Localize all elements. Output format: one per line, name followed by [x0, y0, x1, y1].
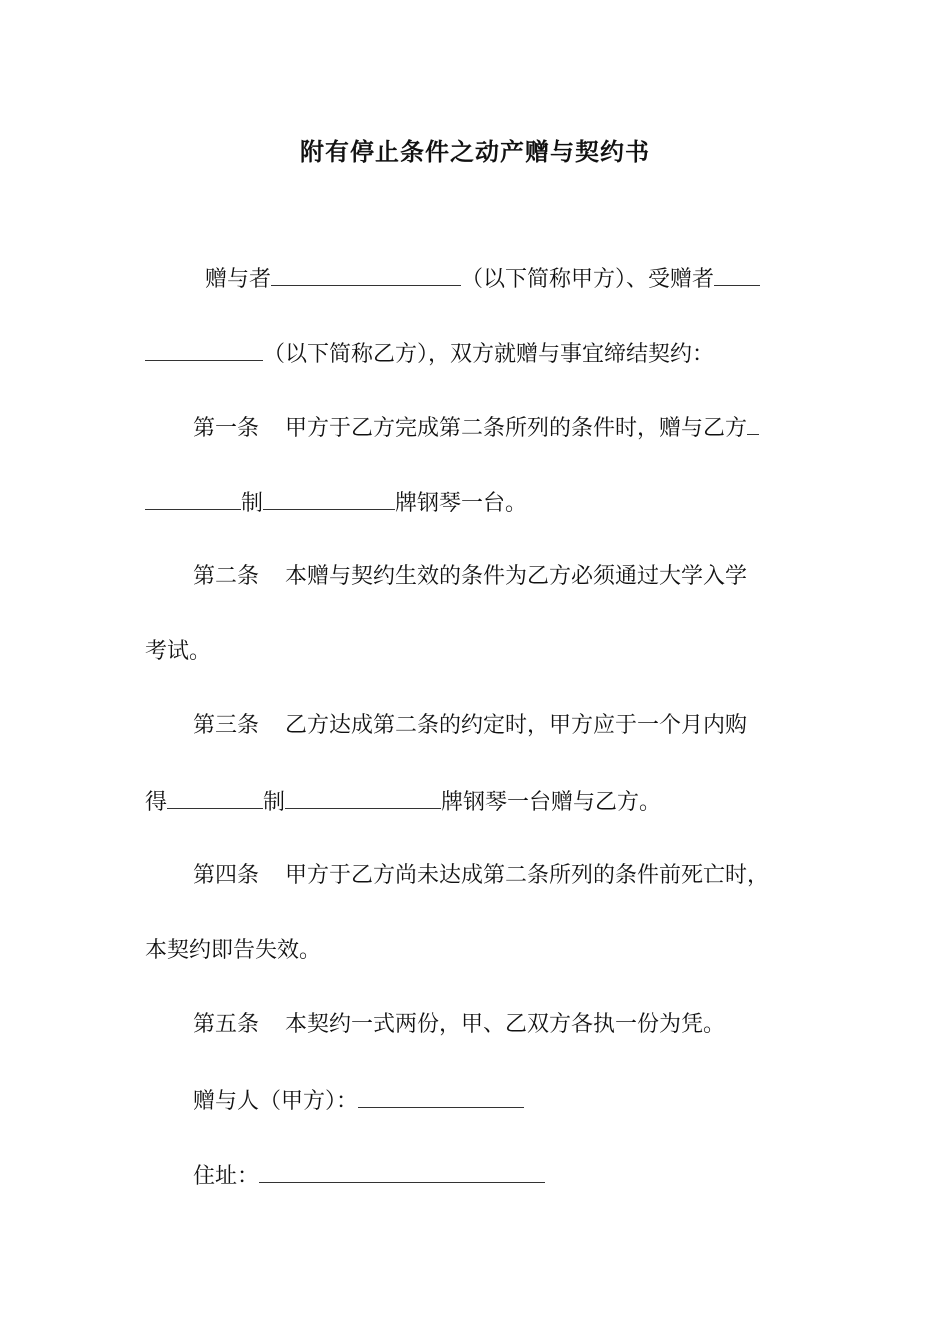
- article-3-text: 乙方达成第二条的约定时，甲方应于一个月内购: [285, 713, 748, 738]
- donor-address-line: [193, 1160, 545, 1192]
- article-1-line1: [193, 412, 759, 444]
- article-3-obtain: 得: [145, 790, 168, 815]
- article-4-label: 第四条: [193, 863, 260, 888]
- article-1-label: 第一条: [193, 416, 260, 441]
- article-5-text: 本契约一式两份，甲、乙双方各执一份为凭。: [285, 1012, 726, 1037]
- article-2-text: 本赠与契约生效的条件为乙方必须通过大学入学: [285, 564, 748, 589]
- donor-term: 赠与者: [205, 267, 272, 292]
- article-2-text-cont: 考试。: [145, 639, 212, 664]
- party-b-abbrev: （以下简称乙方），双方就赠与事宜缔结契约：: [263, 342, 715, 367]
- article-5-label: 第五条: [193, 1012, 260, 1037]
- paragraph-parties-line1: [205, 263, 760, 295]
- piano-brand-blank[interactable]: [263, 487, 395, 510]
- article-1-line2: [145, 487, 527, 519]
- article-5-line: [193, 1010, 725, 1040]
- article-3-label: 第三条: [193, 713, 260, 738]
- piano-brand-blank-2[interactable]: [285, 786, 441, 809]
- article-3-line1: [193, 711, 747, 741]
- donor-signature-blank[interactable]: [358, 1085, 524, 1108]
- paragraph-parties-line2: [145, 338, 714, 370]
- donor-signature-label: 赠与人（甲方）：: [193, 1089, 359, 1114]
- article-3-line2: [145, 786, 661, 818]
- made-in-label-2: 制: [263, 790, 286, 815]
- document-title: 附有停止条件之动产赠与契约书: [300, 137, 650, 166]
- article-2-line2: [145, 637, 211, 667]
- article-3-text-cont: 牌钢琴一台赠与乙方。: [441, 790, 662, 815]
- article-4-line2: [145, 936, 321, 966]
- article-2-label: 第二条: [193, 564, 260, 589]
- donee-name-blank-2[interactable]: [145, 338, 263, 361]
- donor-address-label: 住址：: [193, 1164, 260, 1189]
- article-2-line1: [193, 562, 747, 592]
- piano-maker-blank-1[interactable]: [747, 412, 759, 435]
- article-4-text-cont: 本契约即告失效。: [145, 938, 322, 963]
- made-in-label: 制: [241, 491, 264, 516]
- party-a-abbrev: （以下简称甲方）、受赠者: [461, 267, 715, 292]
- donee-name-blank-1[interactable]: [714, 263, 760, 286]
- donor-signature-line: [193, 1085, 524, 1117]
- article-4-text: 甲方于乙方尚未达成第二条所列的条件前死亡时，: [285, 863, 770, 888]
- piano-item-text: 牌钢琴一台。: [395, 491, 528, 516]
- donor-name-blank[interactable]: [271, 263, 461, 286]
- donor-address-blank[interactable]: [259, 1160, 545, 1183]
- piano-country-blank[interactable]: [145, 487, 241, 510]
- article-4-line1: [193, 861, 769, 891]
- article-1-text: 甲方于乙方完成第二条所列的条件时，赠与乙方: [285, 416, 748, 441]
- piano-country-blank-2[interactable]: [167, 786, 263, 809]
